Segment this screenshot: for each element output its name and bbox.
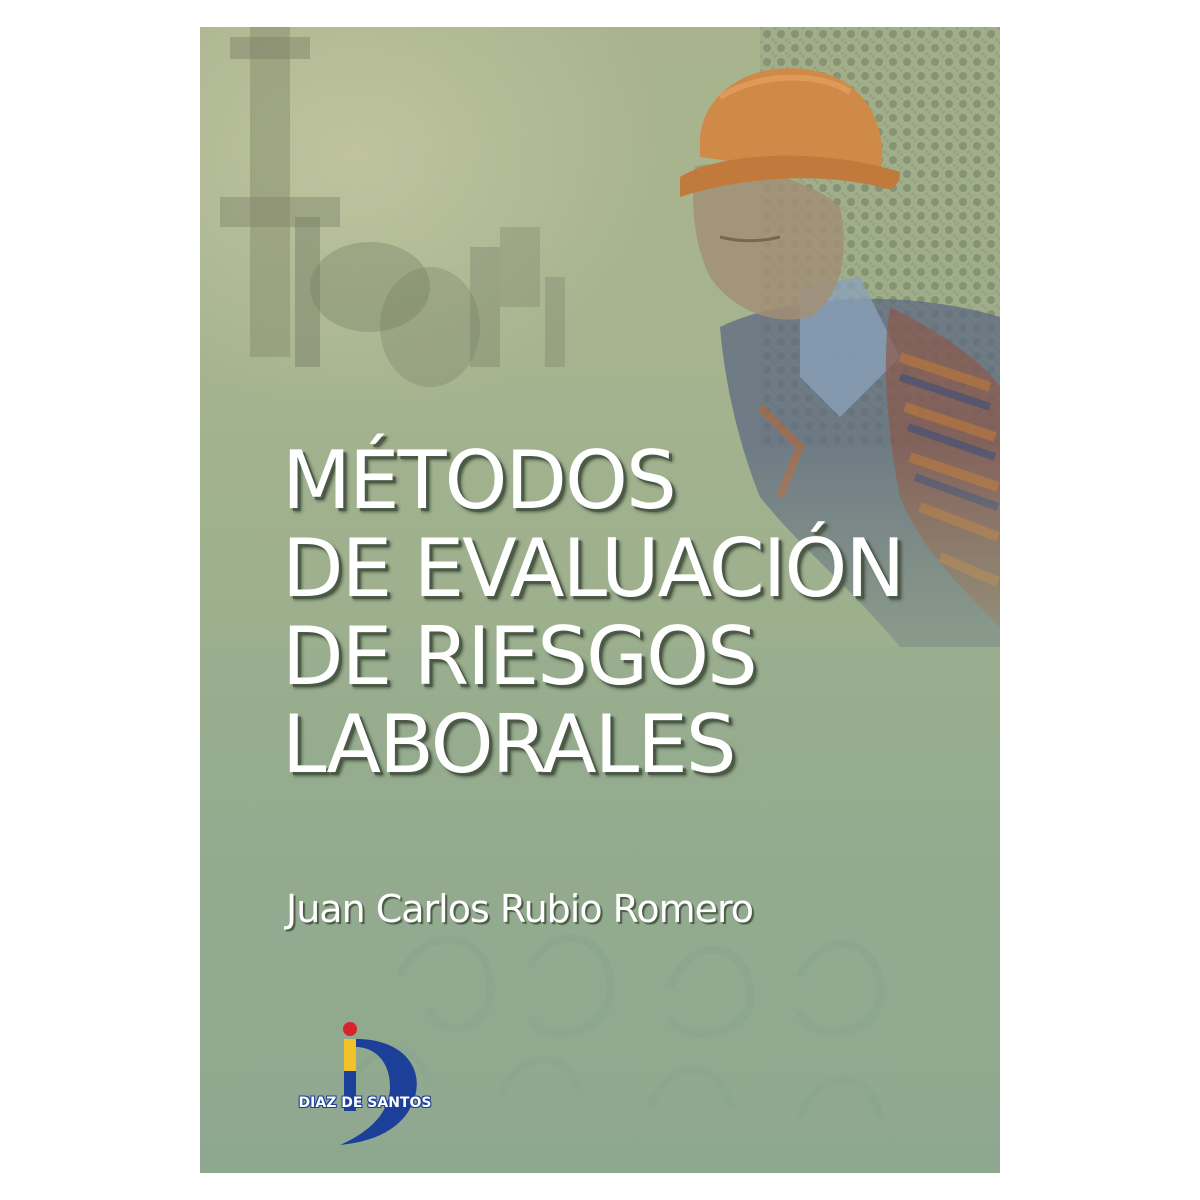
- book-title: [282, 434, 904, 791]
- publisher-logo-text: DIAZ DE SANTOS: [298, 1095, 432, 1111]
- title-line: LABORALES: [282, 698, 735, 791]
- title-line: DE EVALUACIÓN: [282, 522, 904, 615]
- author-name: Juan Carlos Rubio Romero: [286, 887, 754, 931]
- publisher-logo: [290, 1017, 440, 1162]
- title-line: MÉTODOS: [282, 434, 675, 527]
- title-line: DE RIESGOS: [282, 610, 756, 703]
- publisher-logo-mark: [290, 1017, 440, 1162]
- book-cover: [200, 27, 1000, 1173]
